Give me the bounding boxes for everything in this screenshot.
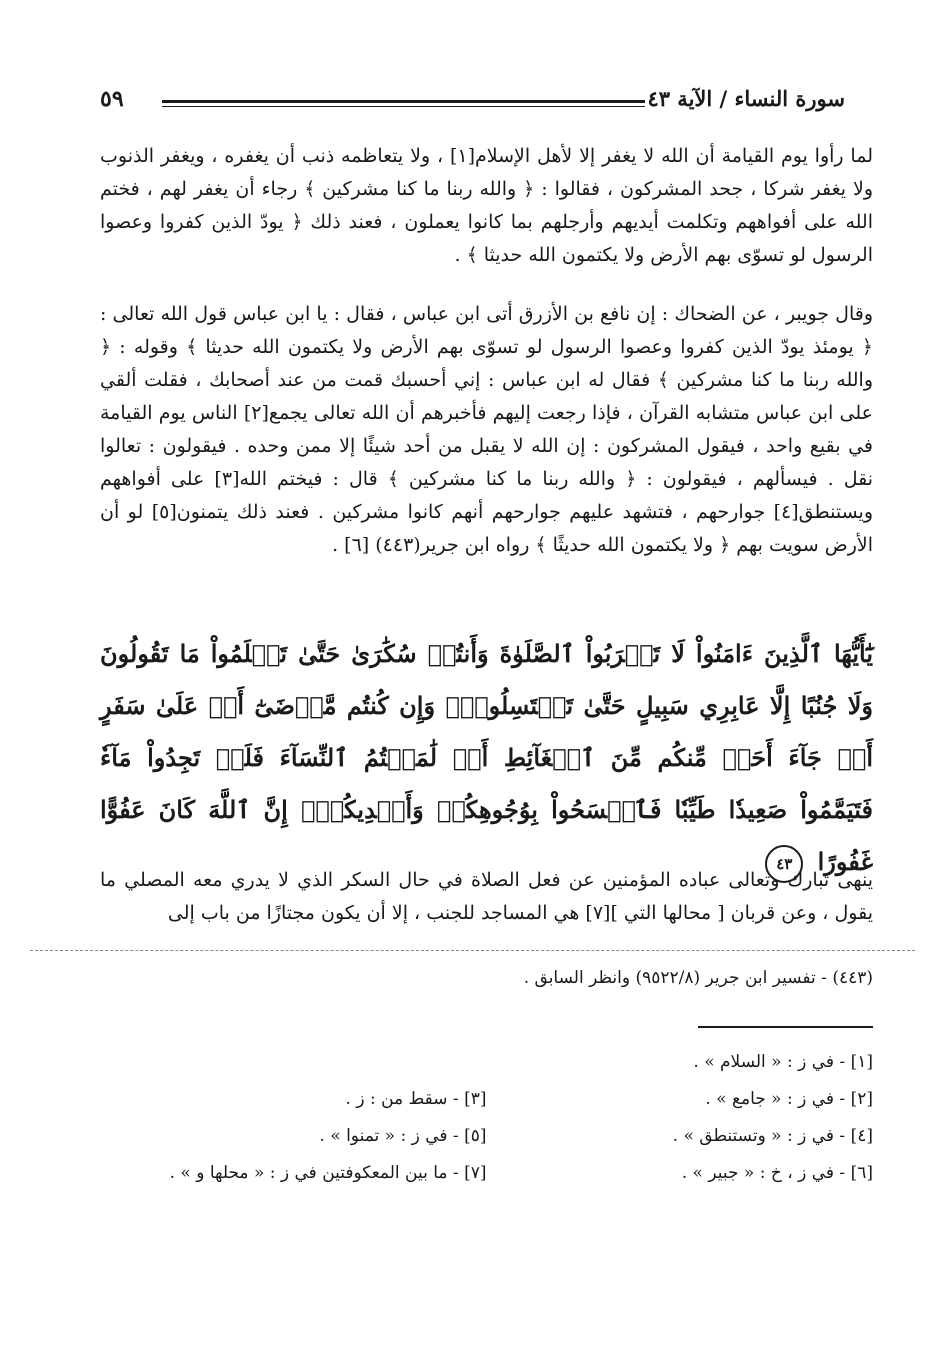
notes-row (100, 1118, 873, 1155)
note-item: [٦] - في ز ، خ : « جبير » . (681, 1163, 873, 1183)
paragraph-2: وقال جويبر ، عن الضحاك : إن نافع بن الأزرق أتى ابن عباس ، فقال : يا ابن عباس قول الله تعالى : ﴿ يومئذ يودّ الذين كفروا وعصوا الرسول لو تسوّى بهم الأرض ولا يكتمون الله حديثا ﴾ وقوله : ﴿ والله ربنا ما كنا مشركين ﴾ فقال له ابن عباس : إني أحسبك قمت من عند أصحابك ، فقلت ألقي على ابن عباس متشابه القرآن ، فإذا رجعت إليهم فأخبرهم أن الله تعالى يجمع[٢] الناس يوم القيامة في بقيع واحد ، فيقول المشركون : إن الله لا يقبل من أحد شيئًا إلا ممن وحده . فيقولون : تعالوا نقل . فيسألهم ، فيقولون : ﴿ والله ربنا ما كنا مشركين ﴾ قال : فيختم الله[٣] على أفواههم ويستنطق[٤] جوارحهم ، فتشهد عليهم جوارحهم أنهم كانوا مشركين . فعند ذلك يتمنون[٥] لو أن الأرض سويت بهم ﴿ ولا يكتمون الله حديثًا ﴾ رواه ابن جرير(٤٤٣) [٦] . (100, 303, 873, 556)
notes-separator (698, 1026, 873, 1028)
note-item: [٤] - في ز : « وتستنطق » . (672, 1126, 873, 1146)
quran-verse-text: يَٰٓأَيُّهَا ٱلَّذِينَ ءَامَنُواْ لَا تَقۡرَبُواْ ٱلصَّلَوٰةَ وَأَنتُمۡ سُكَٰرَىٰ حَتَّىٰ تَعۡلَمُواْ مَا تَقُولُونَ وَلَا جُنُبًا إِلَّا عَابِرِي سَبِيلٍ حَتَّىٰ تَغۡتَسِلُواْۚ وَإِن كُنتُم مَّرۡضَىٰٓ أَوۡ عَلَىٰ سَفَرٍ أَوۡ جَآءَ أَحَدٞ مِّنكُم مِّنَ ٱلۡغَآئِطِ أَوۡ لَٰمَسۡتُمُ ٱلنِّسَآءَ فَلَمۡ تَجِدُواْ مَآءٗ فَتَيَمَّمُواْ صَعِيدٗا طَيِّبٗا فَٱمۡسَحُواْ بِوُجُوهِكُمۡ وَأَيۡدِيكُمۡۗ إِنَّ ٱللَّهَ كَانَ عَفُوًّا غَفُورًا (100, 639, 873, 876)
note-item: [٥] - في ز : « تمنوا » . (319, 1126, 487, 1146)
surah-title: سورة النساء / الآية ٤٣ (647, 86, 845, 111)
header-rule (162, 100, 645, 103)
note-item: [٣] - سقط من : ز . (345, 1089, 487, 1109)
footnote-reference: (٤٤٣) - تفسير ابن جرير (٩٥٢٢/٨) وانظر السابق . (523, 968, 873, 988)
note-item (100, 1044, 487, 1081)
footnote-separator (30, 950, 915, 951)
notes-row (100, 1081, 873, 1118)
note-item: [١] - في ز : « السلام » . (693, 1052, 873, 1072)
paragraph-commentary: ينهى تبارك وتعالى عباده المؤمنين عن فعل الصلاة في حال السكر الذي لا يدري معه المصلي ما يقول ، وعن قربان [ محالها التي ][٧] هي المساجد للجنب ، إلا أن يكون مجتازًا من باب إلى (100, 869, 873, 924)
textual-notes (100, 1044, 873, 1192)
note-item: [٢] - في ز : « جامع » . (705, 1089, 873, 1109)
note-item: [٧] - ما بين المعكوفتين في ز : « محلها و » . (169, 1163, 487, 1183)
notes-row (100, 1044, 873, 1081)
verse-number-marker: ٤٣ (765, 845, 803, 883)
running-head (100, 86, 845, 126)
paragraph-1: لما رأوا يوم القيامة أن الله لا يغفر إلا لأهل الإسلام[١] ، ولا يتعاظمه ذنب أن يغفره ، ويغفر الذنوب ولا يغفر شركا ، جحد المشركون ، فقالوا : ﴿ والله ربنا ما كنا مشركين ﴾ رجاء أن يغفر لهم ، فختم الله على أفواههم وتكلمت أيديهم وأرجلهم بما كانوا يعملون ، فعند ذلك ﴿ يودّ الذين كفروا وعصوا الرسول لو تسوّى بهم الأرض ولا يكتمون الله حديثا ﴾ . (100, 145, 873, 266)
quran-verse-block (100, 628, 873, 888)
notes-row (100, 1155, 873, 1192)
page-number: ٥٩ (100, 86, 124, 112)
header-rule-thin (162, 106, 645, 107)
